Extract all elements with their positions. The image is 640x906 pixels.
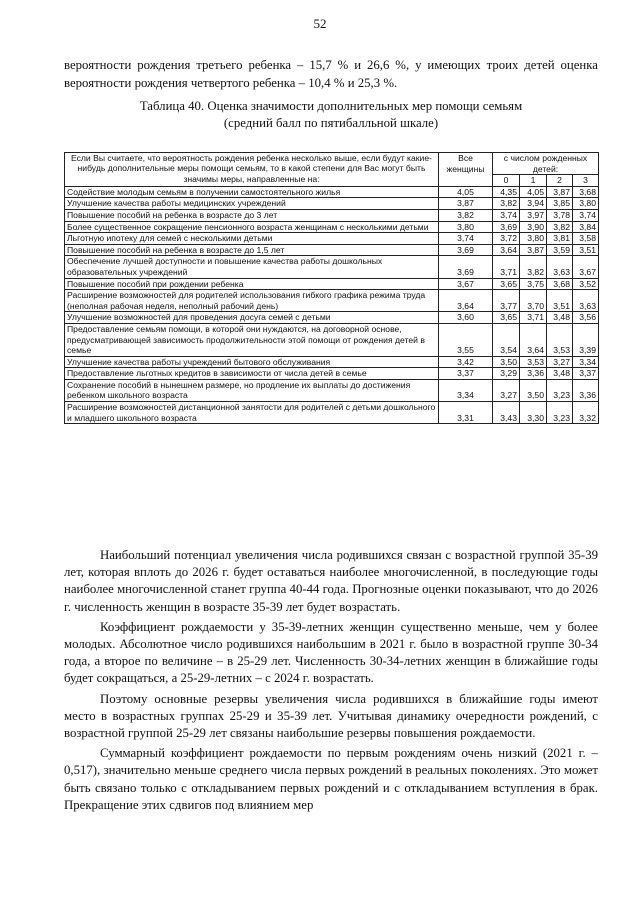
cell-c1: 4,05 <box>520 186 547 198</box>
cell-c0: 3,74 <box>493 209 520 221</box>
header-children-2: 2 <box>547 175 573 187</box>
cell-c1: 3,30 <box>520 402 547 424</box>
cell-c1: 3,50 <box>520 379 547 401</box>
cell-c2: 3,63 <box>547 256 573 278</box>
cell-c2: 3,87 <box>547 186 573 198</box>
cell-c1: 3,70 <box>520 290 547 312</box>
table-row <box>65 198 599 210</box>
cell-all: 3,80 <box>439 221 493 233</box>
cell-c2: 3,81 <box>547 233 573 245</box>
table-row <box>65 278 599 290</box>
header-children-0: 0 <box>493 175 520 187</box>
table-row <box>65 356 599 368</box>
cell-c1: 3,75 <box>520 278 547 290</box>
cell-c2: 3,27 <box>547 356 573 368</box>
body-text <box>64 547 598 817</box>
cell-c3: 3,32 <box>573 402 599 424</box>
cell-c3: 3,58 <box>573 233 599 245</box>
cell-c3: 3,63 <box>573 290 599 312</box>
cell-c3: 3,80 <box>573 198 599 210</box>
table-header-row <box>65 153 599 175</box>
cell-all: 3,60 <box>439 312 493 324</box>
cell-all: 3,74 <box>439 233 493 245</box>
cell-c1: 3,94 <box>520 198 547 210</box>
header-children: с числом рожденных детей: <box>493 153 599 175</box>
cell-c2: 3,51 <box>547 290 573 312</box>
cell-c0: 3,27 <box>493 379 520 401</box>
intro-paragraph <box>64 56 598 92</box>
cell-c2: 3,85 <box>547 198 573 210</box>
paragraph: Суммарный коэффициент рождаемости по первым рождениям очень низкий (2021 г. – 0,517), значительно меньше среднего числа первых рождений в реальных поколениях. Это может быть связано только с откладыванием первых рождений и с откладыванием вступления в брак. Прекращение этих сдвигов под влиянием мер <box>64 746 598 812</box>
cell-c2: 3,78 <box>547 209 573 221</box>
cell-c3: 3,36 <box>573 379 599 401</box>
table-row <box>65 368 599 380</box>
table-row <box>65 402 599 424</box>
page-number: 52 <box>313 16 327 31</box>
header-all-women: Все женщины <box>439 153 493 187</box>
row-label: Улучшение качества работы учреждений бытового обслуживания <box>65 356 439 368</box>
cell-c3: 3,39 <box>573 323 599 356</box>
row-label: Более существенное сокращение пенсионного возраста женщинам с несколькими детьми <box>65 221 439 233</box>
cell-c0: 3,77 <box>493 290 520 312</box>
cell-c3: 3,84 <box>573 221 599 233</box>
cell-c3: 3,68 <box>573 186 599 198</box>
row-label: Расширение возможностей дистанционной занятости для родителей с детьми дошкольного и младшего школьного возраста <box>65 402 439 424</box>
table-title: Таблица 40. Оценка значимости дополнительных мер помощи семьям <box>139 99 523 113</box>
cell-c1: 3,64 <box>520 323 547 356</box>
cell-all: 3,34 <box>439 379 493 401</box>
cell-c3: 3,67 <box>573 256 599 278</box>
cell-all: 3,31 <box>439 402 493 424</box>
cell-c0: 3,64 <box>493 244 520 256</box>
table-row <box>65 221 599 233</box>
cell-c3: 3,74 <box>573 209 599 221</box>
header-children-3: 3 <box>573 175 599 187</box>
cell-c2: 3,48 <box>547 312 573 324</box>
cell-c1: 3,97 <box>520 209 547 221</box>
cell-all: 3,37 <box>439 368 493 380</box>
cell-c0: 3,50 <box>493 356 520 368</box>
cell-c0: 3,29 <box>493 368 520 380</box>
table-row <box>65 244 599 256</box>
cell-c2: 3,68 <box>547 278 573 290</box>
cell-c1: 3,71 <box>520 312 547 324</box>
table-row <box>65 209 599 221</box>
table-row <box>65 290 599 312</box>
row-label: Предоставление семьям помощи, в которой они нуждаются, на договорной основе, предусматривающей зависимость продолжительности этой помощи от рождения детей в семье <box>65 323 439 356</box>
cell-c0: 4,35 <box>493 186 520 198</box>
table-row <box>65 323 599 356</box>
cell-c3: 3,56 <box>573 312 599 324</box>
cell-all: 3,87 <box>439 198 493 210</box>
row-label: Предоставление льготных кредитов в зависимости от числа детей в семье <box>65 368 439 380</box>
table-row <box>65 379 599 401</box>
row-label: Сохранение пособий в нынешнем размере, но продление их выплаты до достижения ребенком школьного возраста <box>65 379 439 401</box>
table-row <box>65 233 599 245</box>
header-children-1: 1 <box>520 175 547 187</box>
cell-all: 3,42 <box>439 356 493 368</box>
row-label: Повышение пособий при рождении ребенка <box>65 278 439 290</box>
cell-c2: 3,59 <box>547 244 573 256</box>
cell-c0: 3,54 <box>493 323 520 356</box>
cell-c3: 3,34 <box>573 356 599 368</box>
cell-c2: 3,23 <box>547 379 573 401</box>
row-label: Улучшение качества работы медицинских учреждений <box>65 198 439 210</box>
row-label: Льготную ипотеку для семей с несколькими детьми <box>65 233 439 245</box>
cell-all: 3,69 <box>439 244 493 256</box>
table-subtitle: (средний балл по пятибалльной шкале) <box>223 116 439 130</box>
cell-c3: 3,52 <box>573 278 599 290</box>
cell-all: 3,67 <box>439 278 493 290</box>
cell-c1: 3,87 <box>520 244 547 256</box>
cell-c0: 3,69 <box>493 221 520 233</box>
paragraph: Поэтому основные резервы увеличения числа родившихся в ближайшие годы имеют место в возрастных группах 25-29 и 35-39 лет. Учитывая динамику очередности рождений, с возрастной группой 25-29 лет связаны наибольшие резервы повышения рождаемости. <box>64 691 598 741</box>
cell-c1: 3,82 <box>520 256 547 278</box>
cell-all: 3,69 <box>439 256 493 278</box>
cell-all: 3,82 <box>439 209 493 221</box>
cell-c0: 3,43 <box>493 402 520 424</box>
cell-c1: 3,90 <box>520 221 547 233</box>
cell-all: 3,55 <box>439 323 493 356</box>
cell-c0: 3,65 <box>493 278 520 290</box>
row-label: Расширение возможностей для родителей использования гибкого графика режима труда (неполная рабочая неделя, неполный рабочий день) <box>65 290 439 312</box>
intro-text: вероятности рождения третьего ребенка – 15,7 % и 26,6 %, у имеющих троих детей оценка вероятности рождения четвертого ребенка – 10,4 % и 25,3 %. <box>64 58 598 90</box>
paragraph: Коэффициент рождаемости у 35-39-летних женщин существенно меньше, чем у более молодых. Абсолютное число родившихся наибольшим в 2021 г. было в возрастной группе 30-34 года, а второе по величине – в 25-29 лет. Численность 30-34-летних женщин в ближайшие годы будет сокращаться, а 25-29-летних – с 2024 г. возрастать. <box>64 619 598 686</box>
header-question: Если Вы считаете, что вероятность рождения ребенка несколько выше, если будут какие-нибудь дополнительные меры помощи семьям, то в какой степени для Вас могут быть значимы меры, направленные на: <box>65 153 439 187</box>
table-caption <box>64 98 598 132</box>
cell-c2: 3,23 <box>547 402 573 424</box>
measures-table <box>64 152 599 424</box>
table-row <box>65 256 599 278</box>
row-label: Обеспечение лучшей доступности и повышение качества работы дошкольных образовательных учреждений <box>65 256 439 278</box>
cell-c0: 3,72 <box>493 233 520 245</box>
row-label: Улучшение возможностей для проведения досуга семей с детьми <box>65 312 439 324</box>
cell-c3: 3,51 <box>573 244 599 256</box>
row-label: Повышение пособий на ребенка в возрасте до 1,5 лет <box>65 244 439 256</box>
cell-c2: 3,48 <box>547 368 573 380</box>
cell-c0: 3,71 <box>493 256 520 278</box>
cell-c0: 3,82 <box>493 198 520 210</box>
table-body <box>65 186 599 423</box>
paragraph: Наибольший потенциал увеличения числа родившихся связан с возрастной группой 35-39 лет, которая вплоть до 2026 г. будет оставаться наиболее многочисленной, в последующие годы наиболее многочисленной станет группа 40-44 года. Прогнозные оценки показывают, что до 2026 г. численность женщин в возрасте 35-39 лет будет возрастать. <box>64 548 598 614</box>
cell-c1: 3,80 <box>520 233 547 245</box>
cell-all: 3,64 <box>439 290 493 312</box>
table-row <box>65 186 599 198</box>
cell-c1: 3,53 <box>520 356 547 368</box>
cell-c2: 3,53 <box>547 323 573 356</box>
cell-all: 4,05 <box>439 186 493 198</box>
cell-c2: 3,82 <box>547 221 573 233</box>
cell-c3: 3,37 <box>573 368 599 380</box>
cell-c0: 3,65 <box>493 312 520 324</box>
cell-c1: 3,36 <box>520 368 547 380</box>
row-label: Повышение пособий на ребенка в возрасте до 3 лет <box>65 209 439 221</box>
table-row <box>65 312 599 324</box>
row-label: Содействие молодым семьям в получении самостоятельного жилья <box>65 186 439 198</box>
